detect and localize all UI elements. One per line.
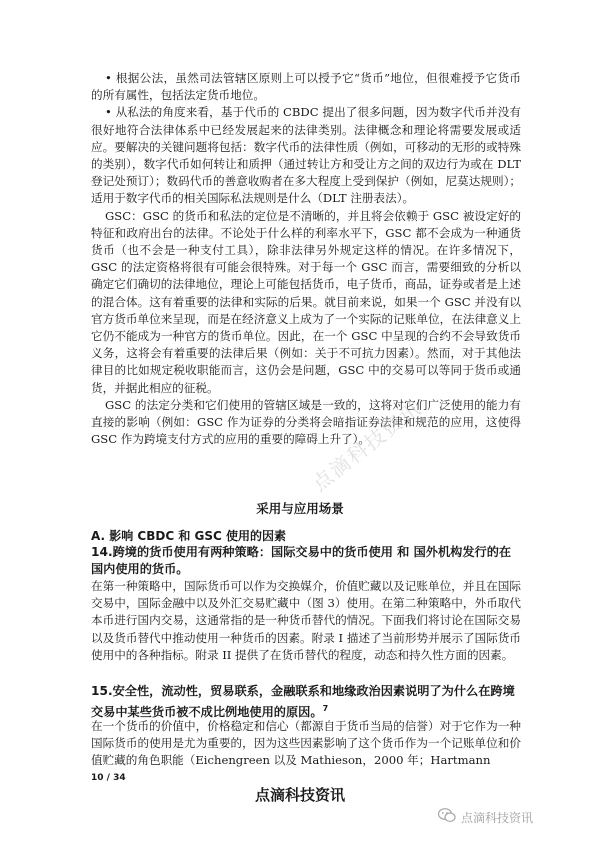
bullet-private-law: • 从私法的角度来看，基于代币的 CBDC 提出了很多问题，因为数字代币并没有很好地符合法律体系中已经发展起来的法律类别。法律概念和理论将需要发展或适应。要解决的关键问题将包括：数字代币的法律性质（例如，可移动的无形的或特殊的类别），数字代币如何转让和质押（通过转让方和受让方之间的双边行为或在 DLT 登记处预订）；数码代币的善意收购者在多大程度上受到保护（例如，尼莫达规则）；适用于数字代币的相关国际私法规则是什么（DLT 注册表法）。 <box>91 105 521 206</box>
page-number: 10 / 34 <box>91 773 126 783</box>
item-15-title-text: 15.安全性，流动性，贸易联系，金融联系和地缘政治因素说明了为什么在跨境交易中某些货币被不成比例地使用的原因。 <box>91 684 515 720</box>
watermark-text: 点滴科技资讯 <box>461 811 534 825</box>
wechat-watermark <box>438 808 533 827</box>
paragraph-gsc-legal-status: GSC：GSC 的货币和私法的定位是不清晰的，并且将会依赖于 GSC 被设定好的特征和政府出台的法律。不论处于什么样的利率水平下，GSC 都不会成为一种通货货币（也不会是一种支付工具），除非法律另外规定这样的情况。在许多情况下，GSC 的法定资格将很有可能会很特殊。对于每一个 GSC 而言，需要细致的分析以确定它们确切的法律地位，理论上可能包括货币，电子货币，商品，证券或者是上述的混合体。这有着重要的法律和实际的后果。就目前来说，如果一个 GSC 并没有以官方货币单位来呈现，而是在经济意义上成为了一个实际的记账单位，在法律意义上它仍不能成为一种官方的货币单位。因此，在一个 GSC 中呈现的合约不会导致货币义务，这将会有着重要的法律后果（例如：关于不可抗力因素）。然而，对于其他法律目的比如规定税收职能而言，这仍会是问题，GSC 中的交易可以等同于货币或通货，并据此相应的征税。 <box>91 208 521 395</box>
footer-brand: 点滴科技资讯 <box>254 786 345 804</box>
subsection-a-title: A. 影响 CBDC 和 GSC 使用的因素 <box>91 529 286 543</box>
footnote-ref: 7 <box>322 704 329 713</box>
diagonal-watermark: 点滴科技资讯 <box>307 395 427 496</box>
body-text-block-1 <box>91 70 521 448</box>
item-14-body: 在第一种策略中，国际货币可以作为交换媒介，价值贮藏以及记账单位，并且在国际交易中，国际金融中以及外汇交易贮藏中（图 3）使用。在第二种策略中，外币取代本币进行国内交易，这通常指的是一种货币替代的情况。下面我们将讨论在国际交易以及货币替代中推动使用一种货币的因素。附录 I 描述了当前形势并展示了国际货币使用中的各种指标。附录 II 提供了在货币替代的程度，动态和持久性方面的因素。 <box>91 579 521 662</box>
wechat-icon <box>438 808 456 827</box>
item-14-title: 14.跨境的货币使用有两种策略：国际交易中的货币使用 和 国外机构发行的在国内使用的货币。 <box>91 545 512 576</box>
item-15-title <box>91 683 521 721</box>
paragraph-gsc-classification: GSC 的法定分类和它们使用的管辖区域是一致的，这将对它们广泛使用的能力有直接的影响（例如：GSC 作为证券的分类将会暗指证券法律和规范的应用，这使得 GSC 作为跨境支付方式的应用的重要的障碍上升了）。 <box>91 397 521 447</box>
section-heading: 采用与应用场景 <box>256 501 344 516</box>
item-15-body: 在一个货币的价值中，价格稳定和信心（都源自于货币当局的信誉）对于它作为一种国际货币的使用是尤为重要的，因为这些因素影响了这个货币作为一个记账单位和价值贮藏的角色职能（Eichengreen 以及 Mathieson，2000 年；Hartmann <box>91 719 521 768</box>
bullet-public-law: • 根据公法，虽然司法管辖区原则上可以授予它“货币”地位，但很难授予它货币的所有属性，包括法定货币地位。 <box>91 71 521 103</box>
